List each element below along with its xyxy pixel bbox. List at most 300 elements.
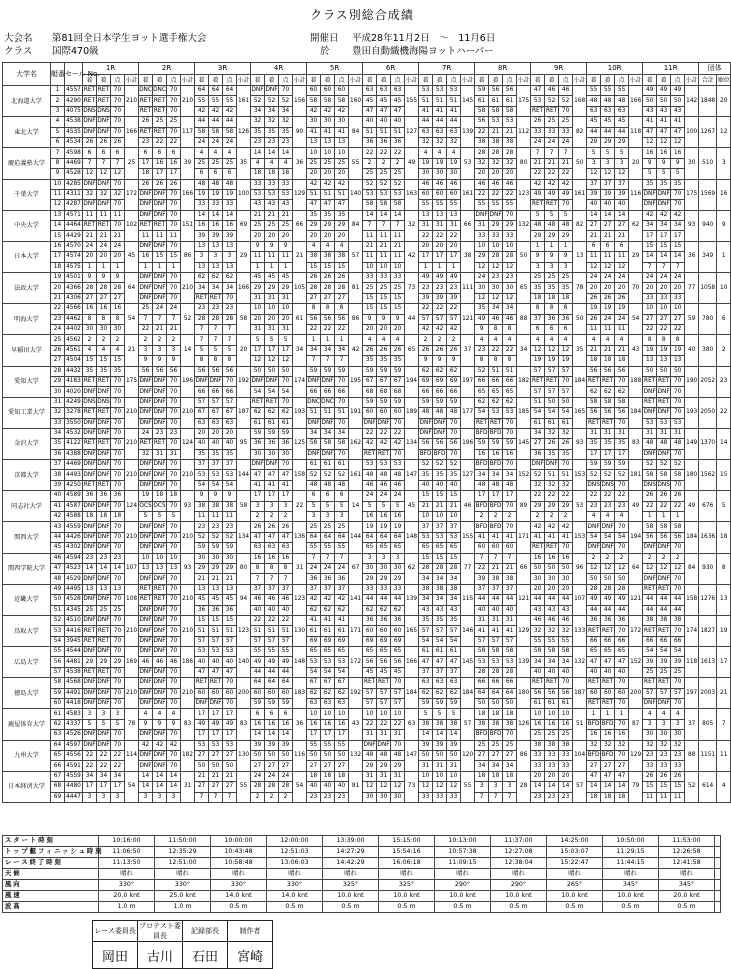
race-cell: 9 [167, 719, 181, 729]
race-cell: 3 [97, 792, 111, 802]
race-cell: 4 [377, 335, 391, 345]
race-cell: DNF [251, 460, 265, 470]
table-row [3, 387, 731, 397]
table-row [3, 408, 731, 418]
race-cell: 26 [559, 439, 573, 449]
race-cell: 26 [111, 137, 125, 147]
race-cell: 44 [545, 595, 559, 605]
race-cell: 14 [363, 210, 377, 220]
sail-number: 4464 [65, 221, 83, 231]
race-cell: 52 [559, 96, 573, 106]
condition-row [3, 869, 721, 880]
race-subtotal: 86 [349, 304, 363, 335]
race-cell: 5 [671, 169, 685, 179]
race-cell: 20 [279, 314, 293, 324]
race-cell: 47 [335, 200, 349, 210]
table-row [3, 127, 731, 137]
condition-value: 12:51:03 [267, 847, 323, 858]
race-cell: 32 [111, 189, 125, 199]
race-cell: 3 [391, 553, 405, 563]
race-cell: DNS [97, 397, 111, 407]
race-subtotal: 162 [349, 428, 363, 459]
race-cell: 7 [153, 314, 167, 324]
race-cell: 70 [167, 470, 181, 480]
race-cell: 34 [489, 761, 503, 771]
race-cell: 65 [447, 543, 461, 553]
condition-label: 風速 [3, 891, 99, 902]
race-cell: 34 [321, 428, 335, 438]
race-cell: 50 [251, 751, 265, 761]
sail-number: 4481 [65, 657, 83, 667]
race-cell: 62 [321, 605, 335, 615]
race-cell: 33 [195, 200, 209, 210]
race-cell: DNF [139, 761, 153, 771]
race-cell: 5 [363, 501, 377, 511]
race-cell: 55 [545, 636, 559, 646]
race-cell: DNF [97, 179, 111, 189]
race-cell: 9 [251, 241, 265, 251]
race-cell: 22 [531, 491, 545, 501]
race-cell: 18 [321, 771, 335, 781]
race-subtotal: 87 [629, 709, 643, 740]
race-cell: 4 [419, 148, 433, 158]
race-subtotal: 94 [237, 584, 251, 615]
header-sub: 着 [433, 75, 447, 86]
entry-number: 36 [51, 449, 65, 459]
race-cell: 26 [615, 293, 629, 303]
race-cell: 43 [643, 106, 657, 116]
race-cell: 53 [279, 189, 293, 199]
race-subtotal: 73 [405, 273, 419, 304]
race-cell: 59 [251, 699, 265, 709]
race-cell: BFD [433, 449, 447, 459]
race-cell: DNF [97, 428, 111, 438]
race-cell: 58 [475, 647, 489, 657]
race-cell: 35 [83, 366, 97, 376]
race-cell: 21 [251, 210, 265, 220]
race-cell: 4 [83, 345, 97, 355]
results-table [2, 62, 731, 803]
race-cell: 37 [531, 314, 545, 324]
race-subtotal: 34 [293, 335, 307, 366]
race-cell: RET [153, 595, 167, 605]
condition-value: 晴れ [323, 869, 379, 880]
condition-value: 10:58:48 [211, 858, 267, 869]
race-cell: 48 [223, 179, 237, 189]
entry-number: 33 [51, 418, 65, 428]
table-row [3, 522, 731, 532]
race-cell: RET [587, 699, 601, 709]
team-rank: 14 [717, 428, 731, 459]
race-cell: 1 [601, 709, 615, 719]
entry-number: 35 [51, 439, 65, 449]
race-cell: 61 [475, 96, 489, 106]
event-label: 大会名 [4, 33, 33, 44]
race-cell: 7 [209, 792, 223, 802]
official-name: 古川 [138, 942, 183, 969]
race-cell: 58 [321, 96, 335, 106]
race-cell: 44 [531, 595, 545, 605]
race-cell: 4 [503, 335, 517, 345]
race-cell: RET [657, 397, 671, 407]
race-cell: 39 [475, 574, 489, 584]
race-cell: 54 [587, 532, 601, 542]
race-cell: 70 [615, 522, 629, 532]
table-row [3, 449, 731, 459]
race-cell: 21 [265, 210, 279, 220]
race-cell: 16 [265, 719, 279, 729]
race-cell: 47 [601, 657, 615, 667]
race-cell: 70 [167, 636, 181, 646]
race-cell: RET [83, 96, 97, 106]
race-cell: 54 [643, 647, 657, 657]
sail-number: 4469 [65, 158, 83, 168]
race-cell: 27 [83, 293, 97, 303]
race-cell: 25 [671, 667, 685, 677]
race-cell: 43 [545, 605, 559, 615]
race-cell: 13 [447, 210, 461, 220]
race-cell: 24 [251, 771, 265, 781]
race-cell: 56 [531, 688, 545, 698]
race-cell: 61 [559, 699, 573, 709]
race-cell: 4 [615, 512, 629, 522]
race-cell: 21 [363, 241, 377, 251]
race-cell: 70 [111, 688, 125, 698]
race-cell: RET [83, 626, 97, 636]
race-subtotal: 112 [517, 117, 531, 148]
race-cell: DNF [153, 241, 167, 251]
header-race: 7R [419, 63, 475, 75]
race-cell: 27 [307, 761, 321, 771]
race-cell: 13 [335, 137, 349, 147]
race-cell: 2 [615, 553, 629, 563]
race-subtotal: 58 [237, 491, 251, 522]
race-cell: DNF [363, 418, 377, 428]
race-subtotal: 78 [125, 709, 139, 740]
race-cell: DNF [153, 605, 167, 615]
race-cell: 7 [195, 335, 209, 345]
race-cell: 27 [223, 782, 237, 792]
race-cell: 20 [433, 241, 447, 251]
race-cell: 34 [503, 761, 517, 771]
race-cell: 52 [587, 470, 601, 480]
sail-number: 4568 [65, 678, 83, 688]
race-cell: BFD [475, 522, 489, 532]
race-cell: 27 [279, 761, 293, 771]
race-cell: 17 [223, 730, 237, 740]
race-cell: 25 [153, 117, 167, 127]
sail-number: 4250 [65, 480, 83, 490]
race-cell: DNF [97, 522, 111, 532]
race-cell: 25 [321, 158, 335, 168]
race-subtotal: 153 [573, 522, 587, 553]
race-cell: 20 [209, 428, 223, 438]
race-cell: 31 [391, 771, 405, 781]
race-cell: DNF [83, 449, 97, 459]
race-cell: 30 [321, 117, 335, 127]
race-cell: 8 [97, 314, 111, 324]
race-cell: 21 [195, 574, 209, 584]
condition-value: 290° [435, 880, 491, 891]
race-subtotal: 80 [237, 553, 251, 584]
race-cell: 46 [377, 480, 391, 490]
race-cell: 22 [265, 615, 279, 625]
race-cell: 42 [223, 106, 237, 116]
race-cell: 59 [377, 397, 391, 407]
race-cell: 4 [615, 335, 629, 345]
race-cell: 38 [433, 584, 447, 594]
race-cell: 11 [83, 210, 97, 220]
race-cell: 35 [363, 356, 377, 366]
race-cell: 16 [279, 553, 293, 563]
race-cell: DNC [321, 397, 335, 407]
condition-value: 0.5 m [379, 902, 435, 913]
race-cell: 57 [209, 636, 223, 646]
race-cell: 21 [195, 771, 209, 781]
race-cell: 46 [363, 480, 377, 490]
race-cell: DNF [153, 688, 167, 698]
race-cell: 47 [433, 657, 447, 667]
race-cell: 24 [601, 314, 615, 324]
race-cell: 18 [503, 709, 517, 719]
race-cell: 64 [265, 678, 279, 688]
race-cell: RET [531, 106, 545, 116]
race-subtotal: 127 [461, 460, 475, 491]
entry-number: 56 [51, 657, 65, 667]
race-subtotal: 51 [573, 709, 587, 740]
race-cell: 65 [335, 647, 349, 657]
race-cell: 14 [251, 730, 265, 740]
race-cell: 29 [363, 761, 377, 771]
entry-number: 41 [51, 501, 65, 511]
race-cell: 5 [391, 501, 405, 511]
race-cell: 42 [209, 106, 223, 116]
race-cell: 24 [559, 137, 573, 147]
race-cell: 7 [223, 335, 237, 345]
race-subtotal: 144 [237, 460, 251, 491]
race-cell: 29 [615, 137, 629, 147]
race-cell: 29 [195, 563, 209, 573]
race-cell: 55 [321, 543, 335, 553]
race-cell: 26 [643, 491, 657, 501]
race-cell: 60 [307, 86, 321, 96]
race-cell: 16 [335, 719, 349, 729]
race-cell: 48 [447, 408, 461, 418]
race-cell: DNF [83, 574, 97, 584]
race-cell: 16 [223, 221, 237, 231]
race-subtotal: 146 [461, 615, 475, 646]
race-cell: 70 [167, 595, 181, 605]
race-cell: 25 [545, 730, 559, 740]
race-cell: 17 [643, 231, 657, 241]
race-cell: 21 [209, 574, 223, 584]
race-cell: 67 [307, 678, 321, 688]
race-cell: 45 [209, 595, 223, 605]
race-cell: 25 [559, 273, 573, 283]
race-cell: 10 [657, 304, 671, 314]
race-cell: 8 [643, 335, 657, 345]
race-cell: 16 [391, 512, 405, 522]
race-cell: 34 [419, 595, 433, 605]
sail-number: 4571 [65, 210, 83, 220]
race-cell: 4 [153, 709, 167, 719]
race-cell: 23 [111, 553, 125, 563]
race-cell: 70 [559, 678, 573, 688]
race-cell: 70 [167, 730, 181, 740]
race-cell: 55 [335, 543, 349, 553]
race-subtotal: 116 [629, 179, 643, 210]
race-cell: 57 [531, 387, 545, 397]
race-cell: 50 [265, 751, 279, 761]
race-cell: 6 [139, 148, 153, 158]
race-cell: DNF [643, 574, 657, 584]
race-cell: 39 [223, 231, 237, 241]
race-cell: 70 [167, 605, 181, 615]
race-cell: 56 [503, 86, 517, 96]
team-total: 1848 [699, 86, 717, 117]
race-cell: 56 [601, 408, 615, 418]
race-cell: 25 [503, 740, 517, 750]
race-cell: 39 [419, 293, 433, 303]
race-cell: 4 [209, 148, 223, 158]
race-cell: 21 [601, 345, 615, 355]
race-cell: 58 [209, 127, 223, 137]
race-cell: 11 [601, 324, 615, 334]
race-cell: 23 [475, 345, 489, 355]
race-cell: DNF [433, 418, 447, 428]
race-cell: 30 [265, 449, 279, 459]
race-cell: 38 [671, 615, 685, 625]
race-cell: 45 [251, 273, 265, 283]
race-cell: 25 [531, 730, 545, 740]
race-cell: DNF [251, 376, 265, 386]
team-total: 940 [699, 210, 717, 241]
race-cell: 17 [195, 730, 209, 740]
race-cell: 51 [265, 626, 279, 636]
entry-number: 17 [51, 252, 65, 262]
table-row [3, 148, 731, 158]
condition-value: 15:54:16 [379, 847, 435, 858]
race-cell: 57 [209, 397, 223, 407]
sail-number: 4020 [65, 387, 83, 397]
race-cell: DNF [139, 751, 153, 761]
condition-value: 0.5 m [435, 902, 491, 913]
race-cell: DNF [97, 595, 111, 605]
race-cell: 23 [615, 501, 629, 511]
race-cell: 40 [209, 657, 223, 667]
race-cell: 19 [601, 304, 615, 314]
race-cell: DNF [139, 241, 153, 251]
race-cell: RET [153, 221, 167, 231]
race-cell: 29 [559, 231, 573, 241]
race-cell: 1 [419, 262, 433, 272]
race-cell: 35 [433, 615, 447, 625]
race-cell: 51 [321, 189, 335, 199]
race-cell: 23 [419, 283, 433, 293]
race-subtotal: 196 [181, 366, 195, 397]
race-cell: 14 [377, 210, 391, 220]
race-cell: 9 [279, 241, 293, 251]
race-cell: 70 [447, 449, 461, 459]
race-cell: 22 [475, 563, 489, 573]
entry-number: 2 [51, 96, 65, 106]
race-cell: 4 [643, 709, 657, 719]
race-cell: RET [139, 221, 153, 231]
race-cell: 22 [307, 324, 321, 334]
race-subtotal: 118 [685, 647, 699, 678]
race-cell: 70 [447, 418, 461, 428]
race-cell: 41 [419, 106, 433, 116]
race-cell: 17 [265, 491, 279, 501]
race-cell: 58 [489, 106, 503, 116]
race-cell: 46 [489, 179, 503, 189]
race-subtotal: 123 [517, 179, 531, 210]
race-cell: 63 [447, 127, 461, 137]
race-cell: 29 [475, 252, 489, 262]
race-cell: 51 [503, 366, 517, 376]
condition-value: 13:39:00 [323, 836, 379, 847]
race-cell: 14 [433, 730, 447, 740]
race-cell: 70 [559, 106, 573, 116]
table-row [3, 179, 731, 189]
race-cell: 62 [447, 688, 461, 698]
race-cell: 60 [363, 408, 377, 418]
race-cell: DNF [153, 189, 167, 199]
race-cell: 56 [195, 366, 209, 376]
race-cell: 14 [167, 771, 181, 781]
race-cell: 10 [153, 553, 167, 563]
race-cell: 40 [601, 667, 615, 677]
race-cell: BFD [489, 730, 503, 740]
race-cell: 13 [223, 241, 237, 251]
race-cell: 33 [671, 293, 685, 303]
sail-number: 4575 [65, 262, 83, 272]
race-cell: 2 [671, 553, 685, 563]
race-cell: 23 [153, 428, 167, 438]
race-cell: 35 [265, 127, 279, 137]
race-cell: 34 [559, 657, 573, 667]
race-cell: 25 [209, 158, 223, 168]
race-subtotal: 210 [181, 584, 195, 615]
race-cell: 26 [139, 117, 153, 127]
race-cell: 3 [265, 501, 279, 511]
race-cell: BFD [601, 751, 615, 761]
race-subtotal: 14 [181, 335, 195, 366]
table-row [3, 106, 731, 116]
race-cell: 66 [615, 636, 629, 646]
race-cell: 2 [251, 512, 265, 522]
race-cell: 49 [265, 657, 279, 667]
race-cell: 14 [615, 210, 629, 220]
entry-number: 52 [51, 615, 65, 625]
race-cell: 40 [545, 667, 559, 677]
race-cell: 62 [489, 397, 503, 407]
race-cell: 47 [209, 667, 223, 677]
race-cell: 12 [489, 262, 503, 272]
race-cell: 57 [503, 636, 517, 646]
race-cell: 3 [167, 345, 181, 355]
race-cell: 70 [111, 179, 125, 189]
race-cell: 47 [223, 667, 237, 677]
race-cell: 37 [265, 584, 279, 594]
race-cell: 70 [335, 376, 349, 386]
team-total: 1613 [699, 647, 717, 678]
race-cell: 26 [377, 345, 391, 355]
race-subtotal: 38 [461, 241, 475, 272]
race-cell: 25 [545, 273, 559, 283]
race-cell: 3 [83, 792, 97, 802]
race-cell: DNF [153, 532, 167, 542]
